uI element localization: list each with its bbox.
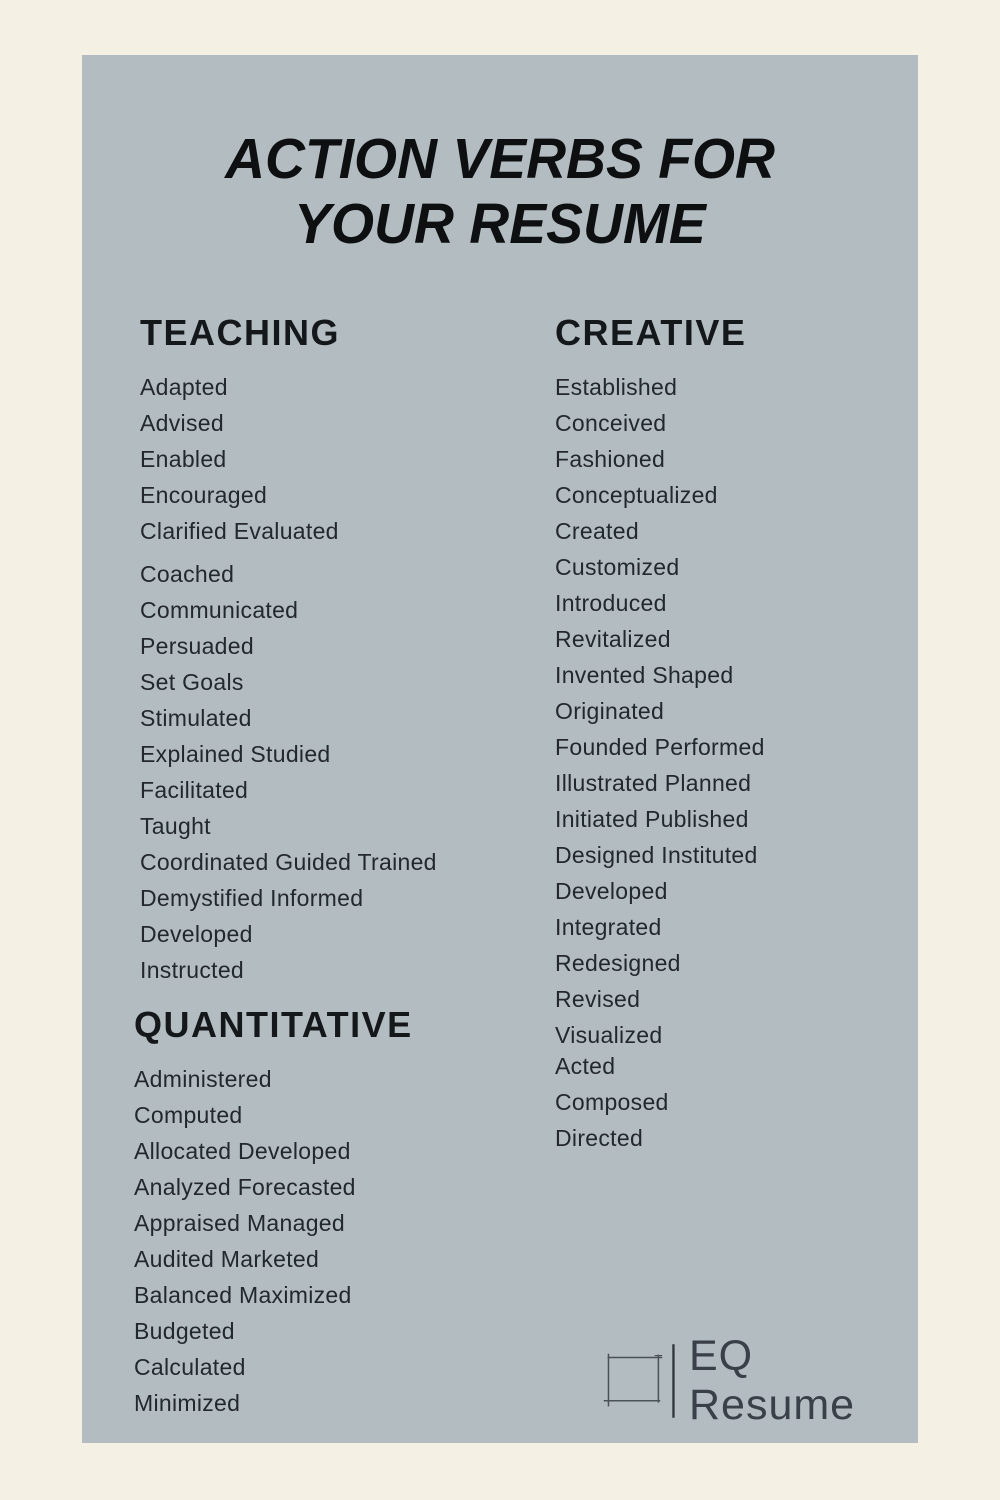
verb-item: Allocated Developed bbox=[134, 1138, 351, 1164]
verb-item: Encouraged bbox=[140, 482, 268, 508]
quantitative-heading: QUANTITATIVE bbox=[134, 1004, 413, 1045]
verb-item: Analyzed Forecasted bbox=[134, 1174, 356, 1200]
verb-item: Facilitated bbox=[140, 777, 249, 803]
verb-item: Originated bbox=[555, 698, 665, 724]
verb-item: Customized bbox=[555, 554, 680, 580]
verb-item: Calculated bbox=[134, 1354, 246, 1380]
verb-item: Coordinated Guided Trained bbox=[140, 849, 437, 875]
verb-item: Fashioned bbox=[555, 446, 666, 472]
teaching-verb-list bbox=[140, 369, 437, 988]
verb-item: Set Goals bbox=[140, 669, 244, 695]
verb-item: Developed bbox=[555, 878, 668, 904]
section-quantitative bbox=[134, 1005, 413, 1421]
verb-item: Adapted bbox=[140, 374, 228, 400]
verb-item: Enabled bbox=[140, 446, 227, 472]
verb-item: Communicated bbox=[140, 597, 299, 623]
verb-item: Instructed bbox=[140, 957, 244, 983]
section-creative bbox=[555, 313, 765, 1156]
verb-item: Invented Shaped bbox=[555, 662, 734, 688]
verb-item: Stimulated bbox=[140, 705, 252, 731]
verb-item: Conceptualized bbox=[555, 482, 718, 508]
eq-resume-logo bbox=[600, 1332, 918, 1429]
logo-wordmark: EQ Resume bbox=[688, 1332, 856, 1429]
verb-item: Demystified Informed bbox=[140, 885, 364, 911]
verb-item: Introduced bbox=[555, 590, 667, 616]
verb-item: Integrated bbox=[555, 914, 662, 940]
poster-title bbox=[95, 127, 906, 257]
verb-item: Acted bbox=[555, 1053, 616, 1079]
section-teaching bbox=[140, 313, 437, 988]
verb-item: Persuaded bbox=[140, 633, 254, 659]
verb-item: Conceived bbox=[555, 410, 667, 436]
verb-item: Appraised Managed bbox=[134, 1210, 345, 1236]
verb-item: Audited Marketed bbox=[134, 1246, 320, 1272]
verb-item: Redesigned bbox=[555, 950, 681, 976]
verb-item: Revitalized bbox=[555, 626, 671, 652]
verb-item: Explained Studied bbox=[140, 741, 331, 767]
verb-item: Revised bbox=[555, 986, 641, 1012]
verb-item: Composed bbox=[555, 1089, 669, 1115]
verb-item: Minimized bbox=[134, 1390, 241, 1416]
verb-item: Established bbox=[555, 374, 678, 400]
square-frame-icon bbox=[600, 1338, 681, 1424]
verb-item: Clarified Evaluated bbox=[140, 518, 339, 544]
verb-item: Administered bbox=[134, 1066, 272, 1092]
creative-heading: CREATIVE bbox=[555, 312, 747, 353]
verb-item: Balanced Maximized bbox=[134, 1282, 352, 1308]
verb-item: Taught bbox=[140, 813, 211, 839]
verb-item: Computed bbox=[134, 1102, 243, 1128]
verb-item: Coached bbox=[140, 561, 235, 587]
verb-item: Created bbox=[555, 518, 639, 544]
verb-item: Illustrated Planned bbox=[555, 770, 752, 796]
verb-item: Budgeted bbox=[134, 1318, 235, 1344]
verb-item: Visualized bbox=[555, 1022, 663, 1048]
poster-card bbox=[82, 55, 918, 1443]
title-line-1: ACTION VERBS FOR bbox=[225, 127, 775, 191]
creative-verb-list bbox=[555, 369, 765, 1156]
verb-item: Developed bbox=[140, 921, 253, 947]
verb-item: Advised bbox=[140, 410, 224, 436]
verb-item: Designed Instituted bbox=[555, 842, 758, 868]
verb-item: Initiated Published bbox=[555, 806, 749, 832]
title-line-2: YOUR RESUME bbox=[294, 192, 706, 256]
verb-item: Founded Performed bbox=[555, 734, 765, 760]
teaching-heading: TEACHING bbox=[140, 312, 340, 353]
verb-item: Directed bbox=[555, 1125, 644, 1151]
quantitative-verb-list bbox=[134, 1061, 413, 1421]
